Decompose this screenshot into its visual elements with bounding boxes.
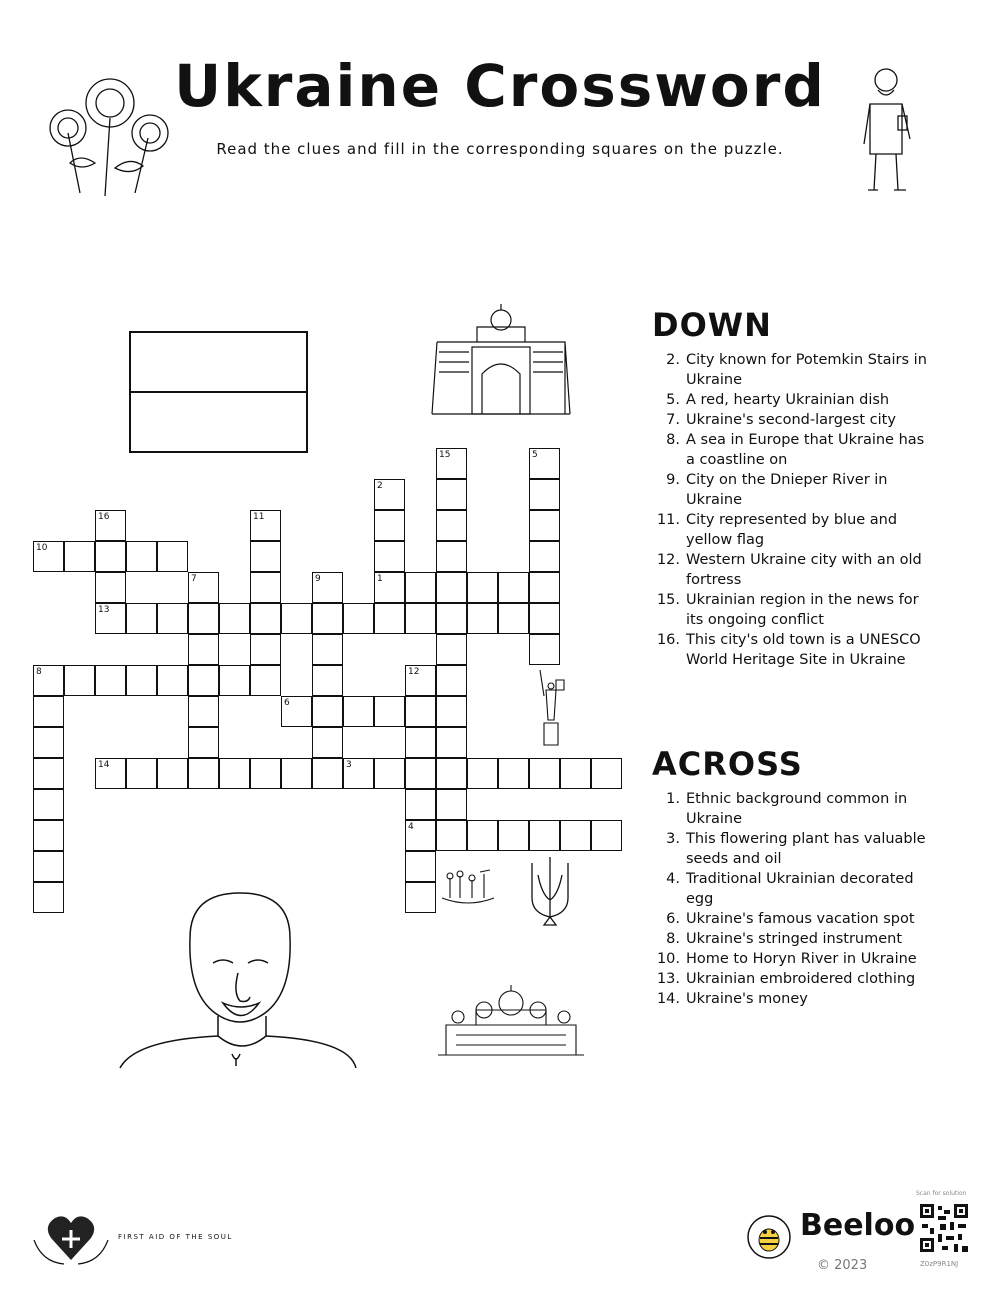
- clue-text: City represented by blue and yellow flag: [686, 512, 898, 548]
- clue-number: 14.: [656, 991, 680, 1007]
- grid-number: 1: [377, 574, 383, 584]
- grid-cell[interactable]: [405, 572, 436, 603]
- grid-cell[interactable]: [188, 634, 219, 665]
- clue-number: 3.: [666, 831, 680, 847]
- clue-item: [652, 510, 936, 550]
- grid-cell[interactable]: [591, 758, 622, 789]
- grid-cell[interactable]: [405, 851, 436, 882]
- clue-number: 7.: [666, 412, 680, 428]
- grid-cell[interactable]: [188, 696, 219, 727]
- grid-cell[interactable]: [529, 758, 560, 789]
- clue-number: 9.: [666, 472, 680, 488]
- clue-number: 12.: [656, 552, 680, 568]
- grid-cell[interactable]: [312, 758, 343, 789]
- grid-cell[interactable]: [498, 820, 529, 851]
- clue-text: Ukraine's money: [686, 991, 808, 1007]
- bee-logo-icon: [746, 1214, 792, 1260]
- grid-cell[interactable]: [436, 479, 467, 510]
- grid-cell[interactable]: [560, 758, 591, 789]
- scan-label: Scan for solution: [916, 1190, 967, 1197]
- down-clues: [652, 306, 936, 670]
- grid-number: 16: [98, 512, 110, 522]
- grid-cell[interactable]: [33, 851, 64, 882]
- clue-text: Ukraine's famous vacation spot: [686, 911, 915, 927]
- grid-cell[interactable]: [436, 665, 467, 696]
- clue-text: City on the Dnieper River in Ukraine: [686, 472, 888, 508]
- grid-cell[interactable]: [436, 603, 467, 634]
- clue-number: 15.: [656, 592, 680, 608]
- clue-text: This city's old town is a UNESCO World Heritage Site in Ukraine: [686, 632, 921, 668]
- grid-cell[interactable]: [374, 510, 405, 541]
- grid-cell[interactable]: [343, 696, 374, 727]
- org-name: FIRST AID OF THE SOUL: [118, 1233, 233, 1241]
- grid-cell[interactable]: [436, 541, 467, 572]
- grid-cell[interactable]: [126, 665, 157, 696]
- clue-item: [652, 869, 936, 909]
- grid-cell[interactable]: [219, 758, 250, 789]
- grid-number: 8: [36, 667, 42, 677]
- grid-cell[interactable]: [312, 696, 343, 727]
- grid-number: 5: [532, 450, 538, 460]
- grid-cell[interactable]: [126, 603, 157, 634]
- grid-cell[interactable]: [529, 603, 560, 634]
- grid-cell[interactable]: [188, 603, 219, 634]
- grid-number: 11: [253, 512, 265, 522]
- grid-cell[interactable]: [498, 758, 529, 789]
- grid-cell[interactable]: [436, 758, 467, 789]
- clue-number: 16.: [656, 632, 680, 648]
- clue-text: Ukraine's second-largest city: [686, 412, 896, 428]
- grid-cell[interactable]: [529, 541, 560, 572]
- grid-cell[interactable]: [219, 603, 250, 634]
- clue-item: [652, 470, 936, 510]
- grid-cell[interactable]: [529, 820, 560, 851]
- grid-number: 14: [98, 760, 110, 770]
- clue-item: [652, 829, 936, 869]
- clue-text: Ukrainian region in the news for its ongoing conflict: [686, 592, 919, 628]
- down-heading: DOWN: [652, 306, 772, 344]
- across-clues: [652, 745, 936, 1009]
- grid-cell[interactable]: [436, 789, 467, 820]
- grid-cell[interactable]: [405, 882, 436, 913]
- clue-text: Home to Horyn River in Ukraine: [686, 951, 917, 967]
- grid-cell[interactable]: [126, 541, 157, 572]
- clue-number: 2.: [666, 352, 680, 368]
- grid-cell[interactable]: [560, 820, 591, 851]
- grid-cell[interactable]: [188, 758, 219, 789]
- grid-cell[interactable]: [126, 758, 157, 789]
- clue-item: [652, 350, 936, 390]
- grid-cell[interactable]: [436, 696, 467, 727]
- grid-cell[interactable]: [157, 603, 188, 634]
- grid-number: 15: [439, 450, 451, 460]
- grid-cell[interactable]: [498, 572, 529, 603]
- grid-number: 9: [315, 574, 321, 584]
- grid-cell[interactable]: [467, 758, 498, 789]
- clue-item: [652, 909, 936, 929]
- copyright: © 2023: [817, 1258, 868, 1273]
- grid-cell[interactable]: [312, 727, 343, 758]
- grid-cell[interactable]: [250, 758, 281, 789]
- clue-number: 1.: [666, 791, 680, 807]
- grid-cell[interactable]: [374, 541, 405, 572]
- grid-cell[interactable]: [157, 758, 188, 789]
- grid-cell[interactable]: [312, 665, 343, 696]
- grid-cell[interactable]: [95, 541, 126, 572]
- grid-cell[interactable]: [405, 603, 436, 634]
- grid-cell[interactable]: [33, 789, 64, 820]
- grid-cell[interactable]: [436, 820, 467, 851]
- grid-cell[interactable]: [281, 758, 312, 789]
- clue-item: [652, 929, 936, 949]
- grid-cell[interactable]: [374, 758, 405, 789]
- grid-cell[interactable]: [64, 665, 95, 696]
- grid-cell[interactable]: [498, 603, 529, 634]
- clue-text: This flowering plant has valuable seeds and oil: [686, 831, 926, 867]
- clue-item: [652, 949, 936, 969]
- grid-cell[interactable]: [436, 634, 467, 665]
- grid-cell[interactable]: [529, 572, 560, 603]
- grid-cell[interactable]: [467, 572, 498, 603]
- grid-cell[interactable]: [188, 727, 219, 758]
- grid-cell[interactable]: [95, 572, 126, 603]
- clue-item: [652, 789, 936, 829]
- grid-cell[interactable]: [281, 603, 312, 634]
- grid-cell[interactable]: [405, 696, 436, 727]
- grid-cell[interactable]: [343, 603, 374, 634]
- grid-cell[interactable]: [591, 820, 622, 851]
- grid-number: 4: [408, 822, 414, 832]
- clue-text: Ukrainian embroidered clothing: [686, 971, 916, 987]
- grid-number: 3: [346, 760, 352, 770]
- clue-item: [652, 410, 936, 430]
- grid-number: 7: [191, 574, 197, 584]
- grid-cell[interactable]: [157, 665, 188, 696]
- grid-cell[interactable]: [312, 603, 343, 634]
- grid-cell[interactable]: [250, 572, 281, 603]
- grid-cell[interactable]: [33, 882, 64, 913]
- grid-number: 6: [284, 698, 290, 708]
- page-title: Ukraine Crossword: [174, 52, 826, 120]
- clue-number: 8.: [666, 931, 680, 947]
- clue-item: [652, 989, 936, 1009]
- clue-item: [652, 590, 936, 630]
- grid-cell[interactable]: [436, 510, 467, 541]
- grid-cell[interactable]: [33, 820, 64, 851]
- grid-number: 13: [98, 605, 110, 615]
- clue-item: [652, 390, 936, 410]
- grid-cell[interactable]: [467, 820, 498, 851]
- grid-number: 10: [36, 543, 48, 553]
- clue-item: [652, 430, 936, 470]
- qr-code-icon[interactable]: [918, 1202, 970, 1254]
- clue-item: [652, 969, 936, 989]
- grid-cell[interactable]: [64, 541, 95, 572]
- grid-cell[interactable]: [250, 665, 281, 696]
- clue-number: 5.: [666, 392, 680, 408]
- clue-item: [652, 630, 936, 670]
- grid-cell[interactable]: [33, 727, 64, 758]
- heart-hands-icon: [32, 1210, 110, 1266]
- grid-cell[interactable]: [33, 696, 64, 727]
- grid-cell[interactable]: [95, 665, 126, 696]
- clue-text: City known for Potemkin Stairs in Ukraine: [686, 352, 927, 388]
- clue-number: 11.: [656, 512, 680, 528]
- grid-cell[interactable]: [250, 634, 281, 665]
- clue-text: A sea in Europe that Ukraine has a coastline on: [686, 432, 925, 468]
- grid-cell[interactable]: [188, 665, 219, 696]
- grid-cell[interactable]: [467, 603, 498, 634]
- grid-cell[interactable]: [157, 541, 188, 572]
- clue-text: Ukraine's stringed instrument: [686, 931, 903, 947]
- grid-cell[interactable]: [33, 758, 64, 789]
- clue-text: Traditional Ukrainian decorated egg: [686, 871, 914, 907]
- grid-cell[interactable]: [374, 696, 405, 727]
- clue-text: A red, hearty Ukrainian dish: [686, 392, 890, 408]
- clue-text: Ethnic background common in Ukraine: [686, 791, 908, 827]
- puzzle-code: Z0zP9R1NJ: [920, 1260, 959, 1268]
- grid-cell[interactable]: [529, 634, 560, 665]
- grid-number: 12: [408, 667, 420, 677]
- grid-cell[interactable]: [405, 758, 436, 789]
- clue-text: Western Ukraine city with an old fortress: [686, 552, 922, 588]
- clue-number: 6.: [666, 911, 680, 927]
- clue-item: [652, 550, 936, 590]
- grid-cell[interactable]: [250, 541, 281, 572]
- clue-number: 8.: [666, 432, 680, 448]
- grid-number: 2: [377, 481, 383, 491]
- grid-cell[interactable]: [529, 479, 560, 510]
- grid-cell[interactable]: [405, 727, 436, 758]
- across-heading: ACROSS: [652, 745, 803, 783]
- grid-cell[interactable]: [374, 603, 405, 634]
- brand-name: Beeloo: [800, 1208, 916, 1243]
- clue-number: 10.: [656, 951, 680, 967]
- grid-cell[interactable]: [436, 727, 467, 758]
- grid-cell[interactable]: [312, 634, 343, 665]
- grid-cell[interactable]: [250, 603, 281, 634]
- instructions: Read the clues and fill in the corresponding squares on the puzzle.: [216, 140, 784, 158]
- clue-number: 13.: [656, 971, 680, 987]
- clue-number: 4.: [666, 871, 680, 887]
- grid-cell[interactable]: [219, 665, 250, 696]
- grid-cell[interactable]: [405, 789, 436, 820]
- grid-cell[interactable]: [436, 572, 467, 603]
- grid-cell[interactable]: [529, 510, 560, 541]
